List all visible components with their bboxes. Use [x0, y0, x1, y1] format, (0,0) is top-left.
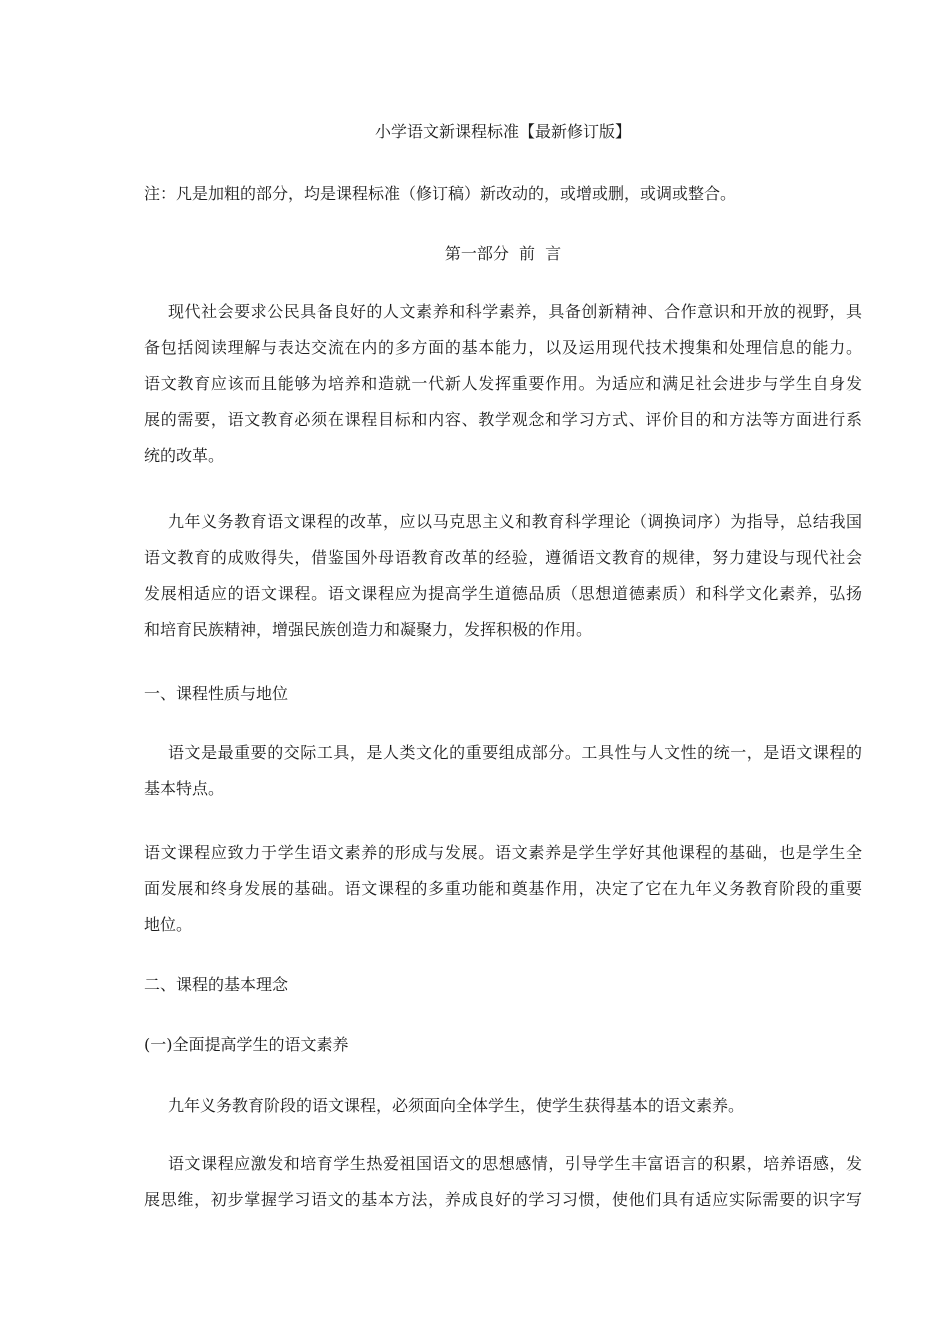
- paragraph-5: 九年义务教育阶段的语文课程，必须面向全体学生，使学生获得基本的语文素养。: [168, 1096, 745, 1115]
- paragraph-4-line: 语文课程应致力于学生语文素养的形成与发展。语文素养是学生学好其他课程的基础，也是学生全: [144, 843, 862, 862]
- document-note: 注：凡是加粗的部分，均是课程标准（修订稿）新改动的，或增或删，或调或整合。: [144, 184, 737, 203]
- paragraph-2-line: 九年义务教育语文课程的改革，应以马克思主义和教育科学理论（调换词序）为指导，总结我国: [168, 512, 862, 531]
- paragraph-4: [144, 835, 862, 943]
- paragraph-1-line: 统的改革。: [144, 446, 225, 465]
- paragraph-2: [144, 504, 862, 648]
- subsection-heading-1: (一)全面提高学生的语文素养: [144, 1035, 349, 1054]
- paragraph-6-line: 展思维，初步掌握学习语文的基本方法，养成良好的学习习惯，使他们具有适应实际需要的识字写: [144, 1190, 862, 1209]
- paragraph-6-line: 语文课程应激发和培育学生热爱祖国语文的思想感情，引导学生丰富语言的积累，培养语感，发: [168, 1154, 862, 1173]
- paragraph-2-line: 发展相适应的语文课程。语文课程应为提高学生道德品质（思想道德素质）和科学文化素养，弘扬: [144, 584, 862, 603]
- paragraph-2-line: 和培育民族精神，增强民族创造力和凝聚力，发挥积极的作用。: [144, 620, 593, 639]
- section-heading-1: 一、课程性质与地位: [144, 684, 289, 703]
- paragraph-1-line: 备包括阅读理解与表达交流在内的多方面的基本能力，以及运用现代技术搜集和处理信息的能力。: [144, 338, 862, 357]
- paragraph-1-line: 语文教育应该而且能够为培养和造就一代新人发挥重要作用。为适应和满足社会进步与学生自身发: [144, 374, 862, 393]
- paragraph-2-line: 语文教育的成败得失，借鉴国外母语教育改革的经验，遵循语文教育的规律，努力建设与现代社会: [144, 548, 862, 567]
- part-heading: 第一部分 前 言: [444, 244, 562, 263]
- paragraph-3: [144, 735, 862, 807]
- document-title: 小学语文新课程标准【最新修订版】: [374, 122, 631, 141]
- paragraph-4-line: 地位。: [144, 915, 193, 934]
- paragraph-1-line: 现代社会要求公民具备良好的人文素养和科学素养，具备创新精神、合作意识和开放的视野，具: [168, 302, 862, 321]
- paragraph-3-line: 语文是最重要的交际工具，是人类文化的重要组成部分。工具性与人文性的统一，是语文课程的: [168, 743, 862, 762]
- paragraph-1: [144, 294, 862, 474]
- paragraph-6: [144, 1146, 862, 1218]
- paragraph-1-line: 展的需要，语文教育必须在课程目标和内容、教学观念和学习方式、评价目的和方法等方面进行系: [144, 410, 862, 429]
- paragraph-3-line: 基本特点。: [144, 779, 225, 798]
- section-heading-2: 二、课程的基本理念: [144, 975, 289, 994]
- paragraph-4-line: 面发展和终身发展的基础。语文课程的多重功能和奠基作用，决定了它在九年义务教育阶段的重要: [144, 879, 862, 898]
